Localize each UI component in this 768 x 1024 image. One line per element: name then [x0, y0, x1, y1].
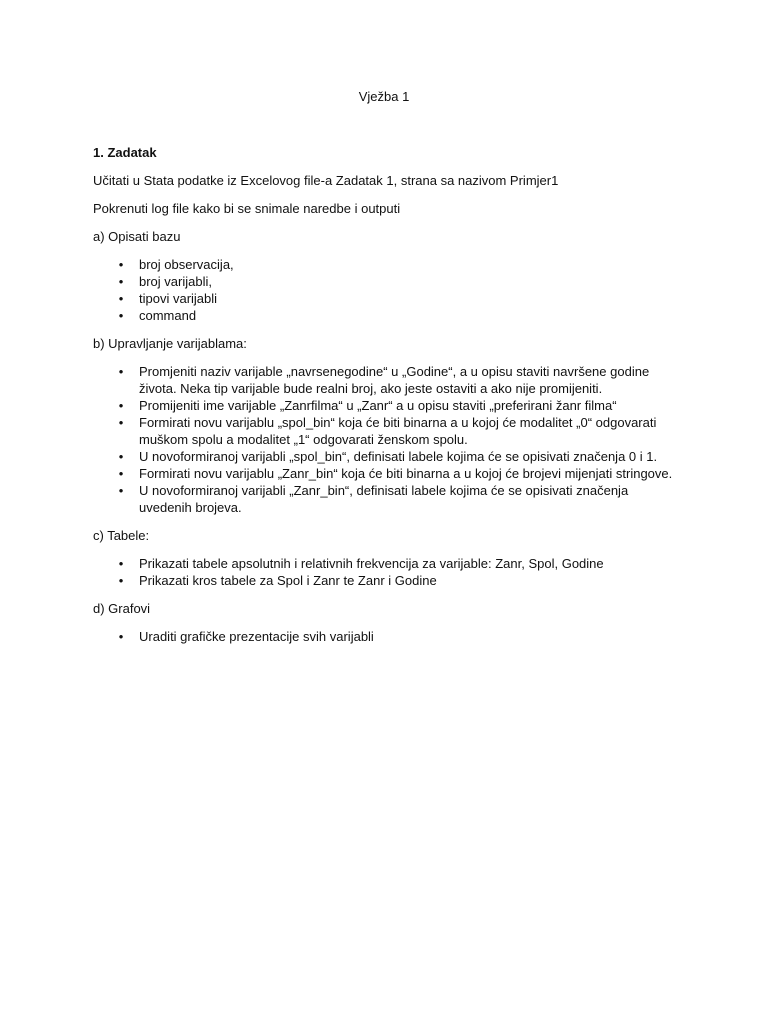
- bullet-icon: •: [118, 573, 124, 588]
- part-c-list: [93, 555, 678, 589]
- bullet-icon: •: [118, 415, 124, 430]
- list-item: [93, 448, 678, 465]
- part-a-label: a) Opisati bazu: [93, 229, 181, 244]
- bullet-icon: •: [118, 398, 124, 413]
- list-item: [93, 307, 678, 324]
- list-item: [93, 397, 678, 414]
- list-item-text: Formirati novu varijablu „spol_bin“ koja će biti binarna a u kojoj će modalitet „0“ odgovarati muškom spolu a modalitet „1“ odgovarati ženskom spolu.: [139, 415, 657, 447]
- part-b-label: b) Upravljanje varijablama:: [93, 336, 247, 351]
- bullet-icon: •: [118, 629, 124, 644]
- bullet-icon: •: [118, 308, 124, 323]
- list-item: [93, 256, 678, 273]
- list-item: [93, 290, 678, 307]
- bullet-icon: •: [118, 274, 124, 289]
- intro-paragraph-1: Učitati u Stata podatke iz Excelovog file-a Zadatak 1, strana sa nazivom Primjer1: [93, 173, 559, 188]
- list-item-text: Promjeniti naziv varijable „navrsenegodine“ u „Godine“, a u opisu staviti navršene godine života. Neka tip varijable bude realni broj, ako jeste ostaviti a ako nije promijeniti.: [139, 364, 650, 396]
- list-item-text: tipovi varijabli: [139, 291, 218, 306]
- part-a-list: [93, 256, 678, 324]
- list-item-text: command: [139, 308, 197, 323]
- section-heading: 1. Zadatak: [93, 145, 157, 160]
- list-item: [93, 572, 678, 589]
- list-item-text: Uraditi grafičke prezentacije svih varijabli: [139, 629, 374, 644]
- list-item: [93, 414, 678, 448]
- list-item: [93, 482, 678, 516]
- list-item-text: U novoformiranoj varijabli „Zanr_bin“, definisati labele kojima će se opisivati značenja uvedenih brojeva.: [139, 483, 629, 515]
- list-item-text: Formirati novu varijablu „Zanr_bin“ koja će biti binarna a u kojoj će brojevi mijenjati stringove.: [139, 466, 673, 481]
- list-item-text: broj varijabli,: [139, 274, 212, 289]
- intro-paragraph-2: Pokrenuti log file kako bi se snimale naredbe i outputi: [93, 201, 401, 216]
- list-item: [93, 363, 678, 397]
- part-d-label: d) Grafovi: [93, 601, 151, 616]
- bullet-icon: •: [118, 483, 124, 498]
- bullet-icon: •: [118, 364, 124, 379]
- list-item: [93, 628, 678, 645]
- list-item: [93, 555, 678, 572]
- list-item-text: Promijeniti ime varijable „Zanrfilma“ u „Zanr“ a u opisu staviti „preferirani žanr filma“: [139, 398, 617, 413]
- list-item-text: Prikazati kros tabele za Spol i Zanr te Zanr i Godine: [139, 573, 437, 588]
- list-item-text: broj observacija,: [139, 257, 234, 272]
- list-item-text: U novoformiranoj varijabli „spol_bin“, definisati labele kojima će se opisivati značenja 0 i 1.: [139, 449, 658, 464]
- bullet-icon: •: [118, 257, 124, 272]
- bullet-icon: •: [118, 466, 124, 481]
- list-item: [93, 273, 678, 290]
- list-item: [93, 465, 678, 482]
- part-b-list: [93, 363, 678, 516]
- part-d-list: [93, 628, 678, 645]
- document-body: [93, 144, 678, 656]
- list-item-text: Prikazati tabele apsolutnih i relativnih frekvencija za varijable: Zanr, Spol, Godine: [139, 556, 604, 571]
- bullet-icon: •: [118, 291, 124, 306]
- part-c-label: c) Tabele:: [93, 528, 150, 543]
- document-title: Vježba 1: [358, 89, 410, 104]
- bullet-icon: •: [118, 449, 124, 464]
- bullet-icon: •: [118, 556, 124, 571]
